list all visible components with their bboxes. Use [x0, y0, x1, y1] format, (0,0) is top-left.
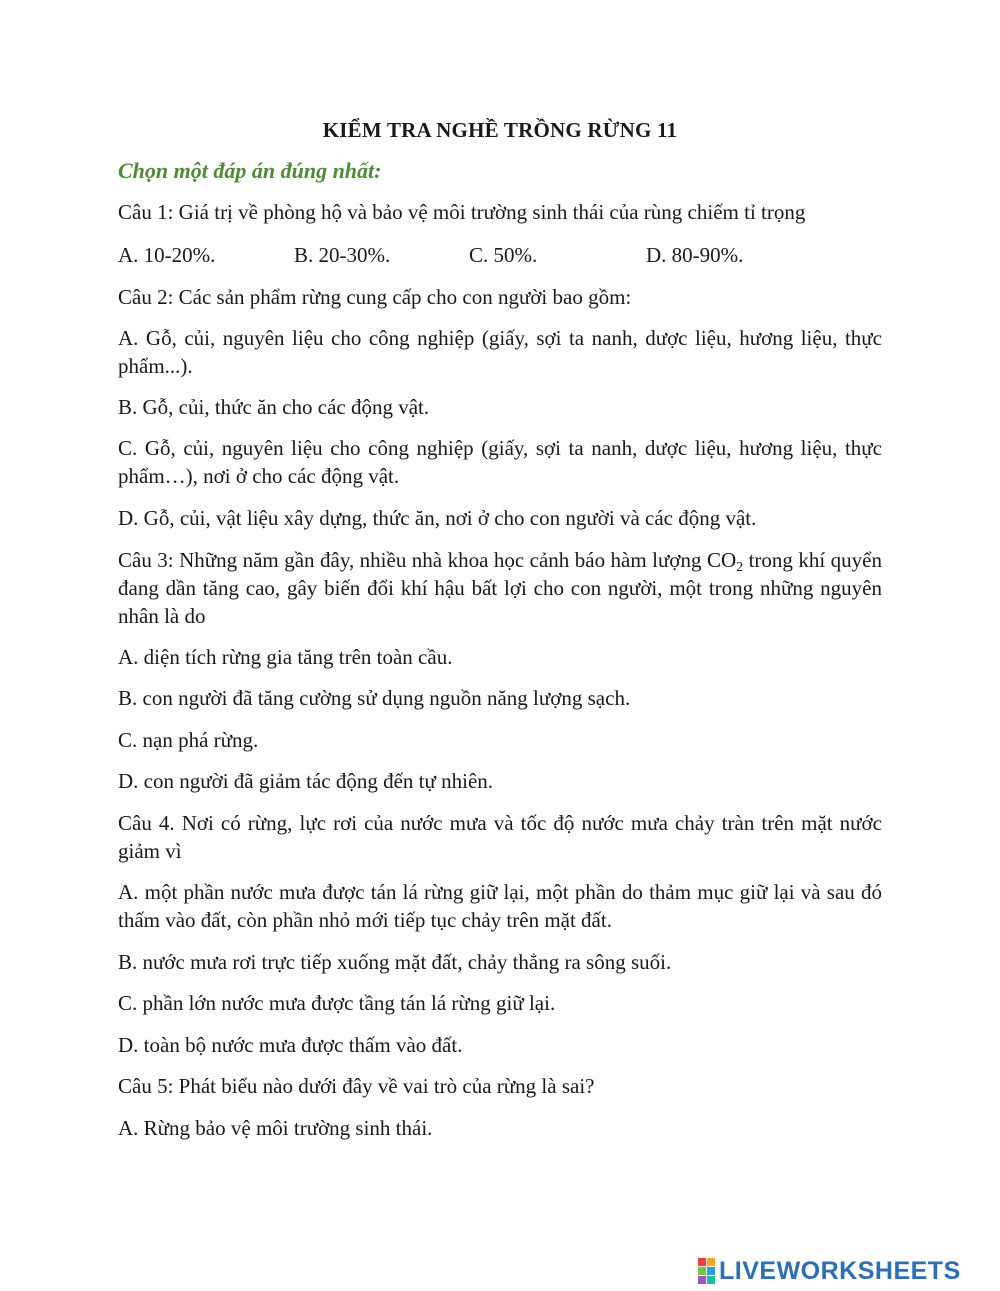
q4-option-b[interactable]: B. nước mưa rơi trực tiếp xuống mặt đất, chảy thẳng ra sông suối.: [118, 950, 672, 974]
q4-option-c[interactable]: C. phần lớn nước mưa được tầng tán lá rừng giữ lại.: [118, 991, 556, 1015]
q3-text-after: trong khí quyển đang dần tăng cao, gây biến đổi khí hậu bất lợi cho con người, một trong những nguyên nhân là do: [118, 548, 883, 628]
liveworksheets-logo[interactable]: [698, 1256, 961, 1286]
q3-text-before: Câu 3: Những năm gần đây, nhiều nhà khoa học cảnh báo hàm lượng CO: [118, 548, 737, 572]
q3-option-a[interactable]: A. diện tích rừng gia tăng trên toàn cầu.: [118, 645, 453, 669]
logo-text: LIVEWORKSHEETS: [719, 1256, 961, 1285]
question-1-text: Câu 1: Giá trị về phòng hộ và bảo vệ môi trường sinh thái của rùng chiếm tỉ trọng: [118, 200, 806, 224]
logo-block: [698, 1258, 706, 1266]
q4-option-a[interactable]: A. một phần nước mưa được tán lá rừng giữ lại, một phần do thảm mục giữ lại và sau đó thấm vào đất, còn phần nhỏ mới tiếp tục chảy trên mặt đất.: [118, 880, 882, 932]
q1-option-d[interactable]: D. 80-90%.: [646, 243, 744, 267]
logo-block: [707, 1267, 715, 1275]
question-5-text: Câu 5: Phát biểu nào dưới đây về vai trò của rừng là sai?: [118, 1074, 595, 1098]
logo-block: [707, 1258, 715, 1266]
q3-option-c[interactable]: C. nạn phá rừng.: [118, 728, 259, 752]
question-4-text: Câu 4. Nơi có rừng, lực rơi của nước mưa và tốc độ nước mưa chảy tràn trên mặt nước giảm vì: [118, 811, 882, 863]
logo-block: [698, 1276, 706, 1284]
question-1-options: [118, 241, 882, 271]
q3-subscript: 2: [736, 560, 744, 575]
question-3-text: [118, 546, 882, 630]
logo-blocks-icon: [698, 1258, 715, 1284]
q2-option-a[interactable]: A. Gỗ, củi, nguyên liệu cho công nghiệp (giấy, sợi ta nanh, dược liệu, hương liệu, thực phẩm...).: [118, 326, 882, 378]
logo-block: [698, 1267, 706, 1275]
q1-option-c[interactable]: C. 50%.: [469, 243, 538, 267]
q1-option-b[interactable]: B. 20-30%.: [294, 243, 391, 267]
q1-option-a[interactable]: A. 10-20%.: [118, 243, 216, 267]
q3-option-d[interactable]: D. con người đã giảm tác động đến tự nhiên.: [118, 769, 494, 793]
q2-option-c[interactable]: C. Gỗ, củi, nguyên liệu cho công nghiệp (giấy, sợi ta nanh, dược liệu, hương liệu, thực phẩm…), nơi ở cho các động vật.: [118, 436, 882, 488]
q2-option-b[interactable]: B. Gỗ, củi, thức ăn cho các động vật.: [118, 395, 430, 419]
q2-option-d[interactable]: D. Gỗ, củi, vật liệu xây dựng, thức ăn, nơi ở cho con người và các động vật.: [118, 506, 757, 530]
logo-block: [707, 1276, 715, 1284]
q3-option-b[interactable]: B. con người đã tăng cường sử dụng nguồn năng lượng sạch.: [118, 686, 631, 710]
instruction-text: Chọn một đáp án đúng nhất:: [118, 158, 382, 183]
q5-option-a[interactable]: A. Rừng bảo vệ môi trường sinh thái.: [118, 1116, 433, 1140]
question-2-text: Câu 2: Các sản phẩm rừng cung cấp cho con người bao gồm:: [118, 285, 632, 309]
page-title: KIỂM TRA NGHỀ TRỒNG RỪNG 11: [322, 118, 678, 142]
q4-option-d[interactable]: D. toàn bộ nước mưa được thấm vào đất.: [118, 1033, 463, 1057]
